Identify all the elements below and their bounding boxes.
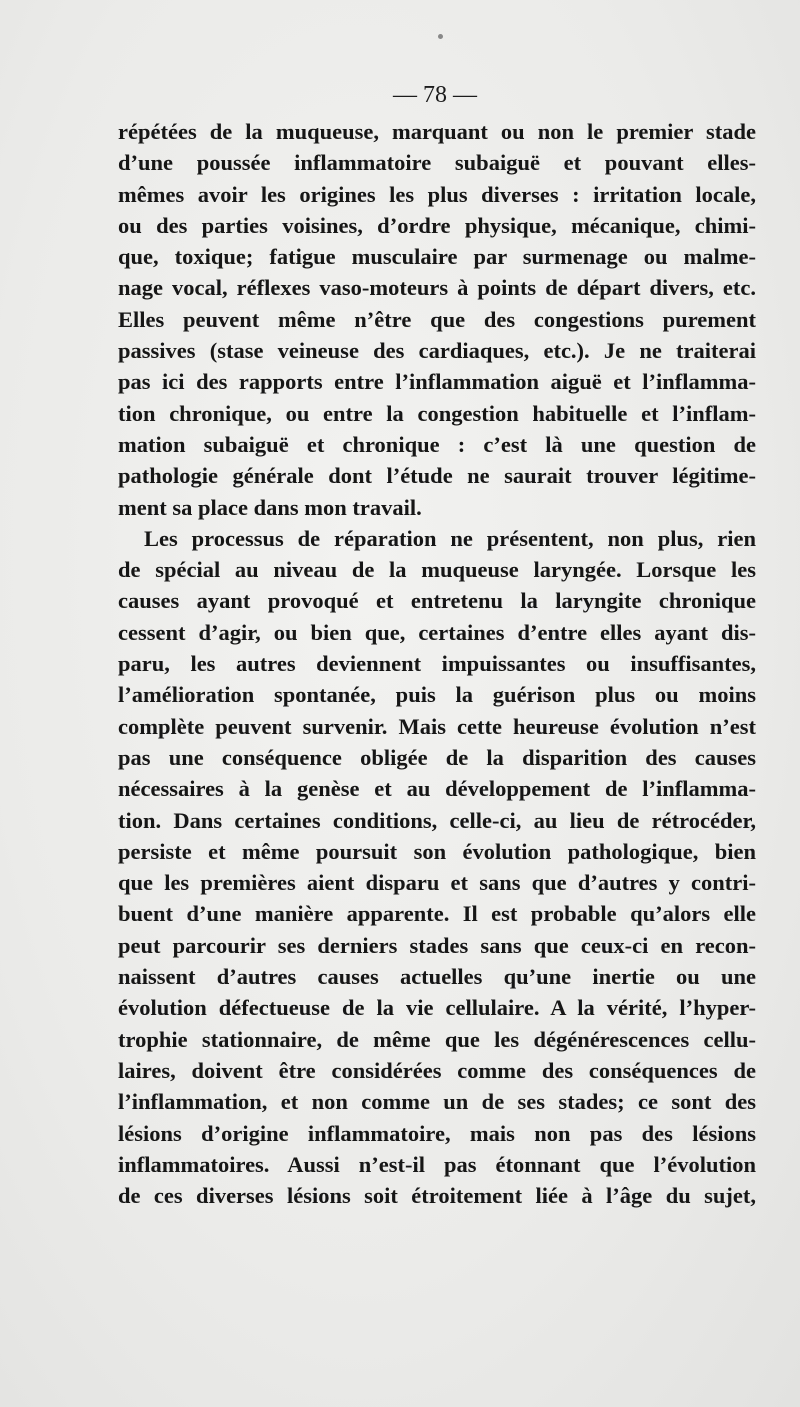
text-line: mation subaiguë et chronique : c’est là une question de [118, 431, 756, 457]
text-line: nage vocal, réflexes vaso-moteurs à points de départ divers, etc. [118, 275, 756, 301]
text-line: Elles peuvent même n’être que des congestions purement [118, 306, 756, 332]
text-line: complète peuvent survenir. Mais cette heureuse évolution n’est [118, 713, 756, 739]
text-line: inflammatoires. Aussi n’est-il pas étonnant que l’évolution [118, 1151, 756, 1177]
body-text [118, 116, 756, 1211]
text-line: persiste et même poursuit son évolution pathologique, bien [118, 838, 756, 864]
paragraph-end-line: ment sa place dans mon travail. [118, 494, 422, 520]
text-line: tion. Dans certaines conditions, celle-ci, au lieu de rétrocéder, [118, 807, 756, 833]
text-line: lésions d’origine inflammatoire, mais non pas des lésions [118, 1120, 756, 1146]
text-line: pas ici des rapports entre l’inflammation aiguë et l’inflamma- [118, 369, 756, 395]
text-line: naissent d’autres causes actuelles qu’une inertie ou une [118, 964, 756, 990]
ink-speck [438, 34, 443, 39]
text-line: peut parcourir ses derniers stades sans que ceux-ci en recon- [118, 932, 756, 958]
text-line: l’amélioration spontanée, puis la guérison plus ou moins [118, 682, 756, 708]
text-line: cessent d’agir, ou bien que, certaines d’entre elles ayant dis- [118, 619, 756, 645]
text-line: que les premières aient disparu et sans que d’autres y contri- [118, 870, 756, 896]
text-line: ou des parties voisines, d’ordre physique, mécanique, chimi- [118, 212, 756, 238]
text-line: pathologie générale dont l’étude ne saurait trouver légitime- [118, 463, 756, 489]
text-line: évolution défectueuse de la vie cellulaire. A la vérité, l’hyper- [118, 995, 756, 1021]
text-line: buent d’une manière apparente. Il est probable qu’alors elle [118, 901, 756, 927]
text-line: que, toxique; fatigue musculaire par surmenage ou malme- [118, 244, 756, 270]
text-line: de spécial au niveau de la muqueuse laryngée. Lorsque les [118, 557, 756, 583]
text-line: tion chronique, ou entre la congestion habituelle et l’inflam- [118, 400, 756, 426]
text-line: répétées de la muqueuse, marquant ou non le premier stade [118, 119, 756, 144]
text-line: paru, les autres deviennent impuissantes ou insuffisantes, [118, 651, 756, 677]
text-line: d’une poussée inflammatoire subaiguë et pouvant elles- [118, 150, 756, 176]
text-line: l’inflammation, et non comme un de ses stades; ce sont des [118, 1089, 756, 1115]
text-line: mêmes avoir les origines les plus diverses : irritation locale, [118, 181, 756, 207]
text-line: trophie stationnaire, de même que les dégénérescences cellu- [118, 1026, 756, 1052]
paragraph-start-line: Les processus de réparation ne présentent, non plus, rien [144, 525, 756, 551]
text-line: de ces diverses lésions soit étroitement liée à l’âge du sujet, [118, 1183, 756, 1209]
text-line: laires, doivent être considérées comme des conséquences de [118, 1057, 756, 1083]
text-line: passives (stase veineuse des cardiaques, etc.). Je ne traiterai [118, 338, 756, 364]
text-line: pas une conséquence obligée de la disparition des causes [118, 744, 756, 770]
text-line: causes ayant provoqué et entretenu la laryngite chronique [118, 588, 756, 614]
text-line: nécessaires à la genèse et au développement de l’inflamma- [118, 776, 756, 802]
page-number: — 78 — [393, 82, 477, 108]
